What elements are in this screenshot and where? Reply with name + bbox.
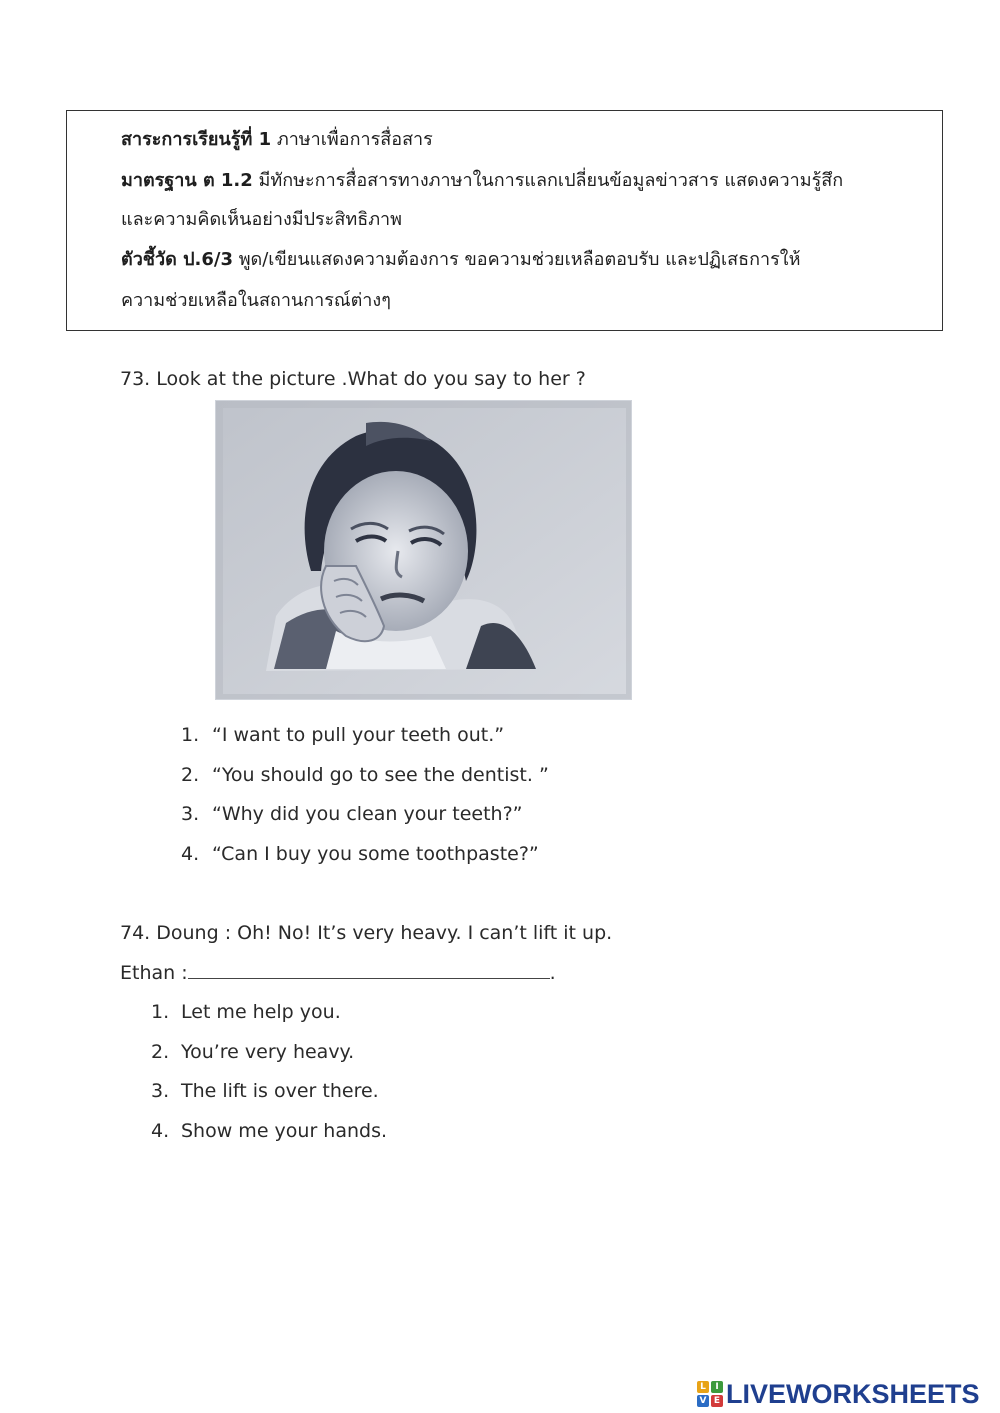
answer-blank[interactable] — [188, 960, 550, 979]
q73-option-2[interactable]: 2. “You should go to see the dentist. ” — [181, 764, 549, 786]
speaker-ethan: Ethan : — [120, 962, 188, 984]
question-74-answer-line: Ethan : . — [120, 962, 556, 984]
q73-option-4[interactable]: 4. “Can I buy you some toothpaste?” — [181, 843, 539, 865]
q73-option-1[interactable]: 1. “I want to pull your teeth out.” — [181, 724, 505, 746]
q74-option-2[interactable]: 2. You’re very heavy. — [151, 1041, 355, 1063]
woman-toothache-illustration — [216, 401, 632, 700]
q74-option-1[interactable]: 1. Let me help you. — [151, 1001, 341, 1023]
question-73-prompt: 73. Look at the picture .What do you say to her ? — [120, 368, 586, 390]
learning-strand: สาระการเรียนรู้ที่ 1 ภาษาเพื่อการสื่อสาร — [121, 129, 433, 150]
liveworksheets-logo — [697, 1378, 980, 1410]
indicator-statement: ตัวชี้วัด ป.6/3 พูด/เขียนแสดงความต้องการ ขอความช่วยเหลือตอบรับ และปฏิเสธการให้ — [121, 249, 801, 270]
q73-option-3[interactable]: 3. “Why did you clean your teeth?” — [181, 803, 523, 825]
standard-statement-cont: และความคิดเห็นอย่างมีประสิทธิภาพ — [121, 209, 403, 230]
toothache-photo — [215, 400, 632, 700]
q74-option-3[interactable]: 3. The lift is over there. — [151, 1080, 379, 1102]
logo-text: LIVEWORKSHEETS — [726, 1378, 980, 1409]
question-74-prompt: 74. Doung : Oh! No! It’s very heavy. I can’t lift it up. — [120, 922, 613, 944]
indicator-statement-cont: ความช่วยเหลือในสถานการณ์ต่างๆ — [121, 290, 391, 311]
q74-option-4[interactable]: 4. Show me your hands. — [151, 1120, 388, 1142]
standard-statement: มาตรฐาน ต 1.2 มีทักษะการสื่อสารทางภาษาในการแลกเปลี่ยนข้อมูลข่าวสาร แสดงความรู้สึก — [121, 170, 844, 191]
standards-box — [66, 110, 943, 331]
logo-blocks-icon: L I V E — [697, 1381, 723, 1407]
